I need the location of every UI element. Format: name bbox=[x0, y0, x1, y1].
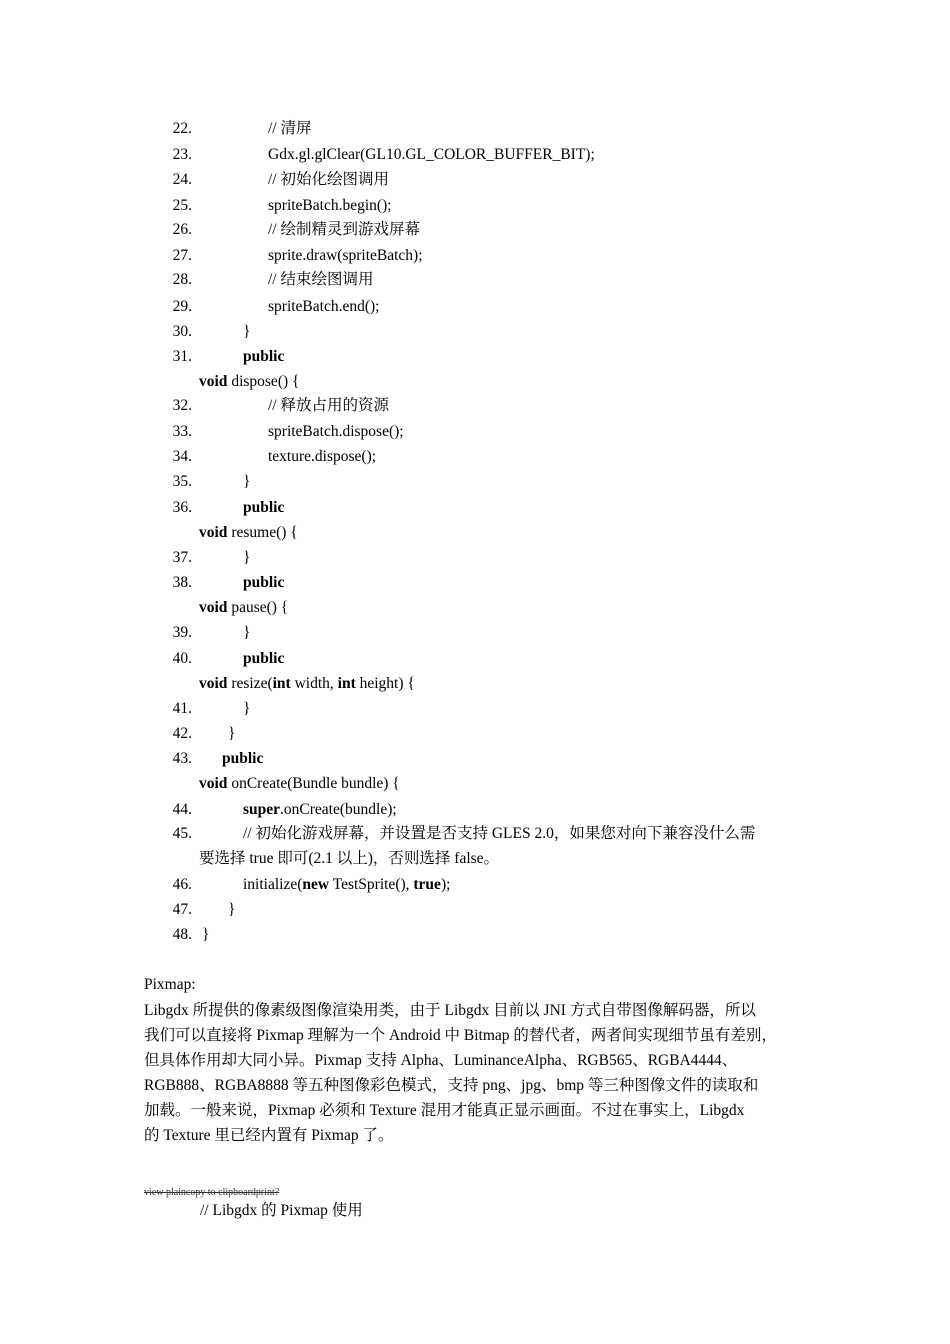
code-keyword bbox=[243, 649, 284, 669]
keyword-true: true bbox=[413, 876, 441, 893]
line-number: 26. bbox=[172, 221, 192, 238]
paragraph-line: 但具体作用却大同小异。Pixmap 支持 Alpha、LuminanceAlpha、RGB565、RGBA4444、 bbox=[144, 1052, 738, 1069]
paragraph-line: 我们可以直接将 Pixmap 理解为一个 Android 中 Bitmap 的替代者，两者间实现细节虽有差别， bbox=[144, 1027, 777, 1044]
keyword-super: super bbox=[243, 801, 281, 818]
line-number: 37. bbox=[172, 549, 192, 566]
code-line: sprite.draw(spriteBatch); bbox=[268, 247, 423, 264]
code-line bbox=[243, 800, 397, 820]
code-keyword bbox=[243, 347, 284, 367]
line-number: 31. bbox=[172, 348, 192, 365]
line-number: 42. bbox=[172, 725, 192, 742]
keyword-new: new bbox=[302, 876, 330, 893]
code-line bbox=[243, 875, 450, 895]
code-text: resume() { bbox=[227, 524, 298, 541]
code-toolbar-link[interactable]: view plaincopy to clipboardprint? bbox=[144, 1187, 280, 1198]
code-brace: } bbox=[228, 725, 236, 742]
code-brace: } bbox=[228, 901, 236, 918]
line-number: 22. bbox=[172, 120, 192, 137]
code-comment: 要选择 true 即可(2.1 以上)，否则选择 false。 bbox=[199, 850, 500, 867]
code-text: ); bbox=[440, 876, 451, 893]
section-heading: Pixmap: bbox=[144, 976, 196, 993]
line-number: 33. bbox=[172, 423, 192, 440]
keyword-void: void bbox=[199, 524, 228, 541]
code-brace: } bbox=[243, 323, 251, 340]
keyword-int: int bbox=[272, 675, 291, 692]
code-line: spriteBatch.begin(); bbox=[268, 197, 392, 214]
code-comment: // 清屏 bbox=[268, 120, 312, 137]
line-number: 39. bbox=[172, 624, 192, 641]
code-text: TestSprite(), bbox=[329, 876, 414, 893]
line-number: 41. bbox=[172, 700, 192, 717]
line-number: 24. bbox=[172, 171, 192, 188]
line-number: 28. bbox=[172, 271, 192, 288]
code-line: spriteBatch.dispose(); bbox=[268, 423, 404, 440]
code-text: width, bbox=[290, 675, 338, 692]
code-line bbox=[199, 774, 400, 794]
code-text: resize( bbox=[227, 675, 273, 692]
code-brace: } bbox=[243, 549, 251, 566]
code-text: initialize( bbox=[243, 876, 303, 893]
paragraph-line: Libgdx 所提供的像素级图像渲染用类，由于 Libgdx 目前以 JNI 方式自带图像解码器，所以 bbox=[144, 1002, 756, 1019]
line-number: 23. bbox=[172, 146, 192, 163]
code-brace: } bbox=[243, 473, 251, 490]
code-comment: // 结束绘图调用 bbox=[268, 271, 374, 288]
code-keyword bbox=[222, 749, 263, 769]
keyword-void: void bbox=[199, 373, 228, 390]
code-brace: } bbox=[243, 700, 251, 717]
code-comment: // 释放占用的资源 bbox=[268, 397, 389, 414]
code-line bbox=[199, 372, 299, 392]
line-number: 38. bbox=[172, 574, 192, 591]
code-text: onCreate(Bundle bundle) { bbox=[227, 775, 400, 792]
paragraph-line: 的 Texture 里已经内置有 Pixmap 了。 bbox=[144, 1127, 394, 1144]
code-text: height) { bbox=[355, 675, 415, 692]
code-line bbox=[199, 674, 415, 694]
line-number: 48. bbox=[172, 926, 192, 943]
line-number: 35. bbox=[172, 473, 192, 490]
paragraph-line: 加载。一般来说，Pixmap 必须和 Texture 混用才能真正显示画面。不过在事实上，Libgdx bbox=[144, 1102, 745, 1119]
line-number: 45. bbox=[172, 825, 192, 842]
code-comment: // 初始化绘图调用 bbox=[268, 171, 389, 188]
line-number: 36. bbox=[172, 499, 192, 516]
line-number: 27. bbox=[172, 247, 192, 264]
line-number: 29. bbox=[172, 298, 192, 315]
code-line: texture.dispose(); bbox=[268, 448, 377, 465]
code-text: dispose() { bbox=[227, 373, 300, 390]
pixmap-paragraph bbox=[144, 998, 810, 1148]
line-number: 34. bbox=[172, 448, 192, 465]
line-number: 40. bbox=[172, 650, 192, 667]
keyword-public: public bbox=[243, 574, 285, 591]
keyword-void: void bbox=[199, 775, 228, 792]
keyword-public: public bbox=[243, 348, 285, 365]
code-text: pause() { bbox=[227, 599, 289, 616]
code-line bbox=[199, 598, 288, 618]
paragraph-line: RGB888、RGBA8888 等五种图像彩色模式，支持 png、jpg、bmp 等三种图像文件的读取和 bbox=[144, 1077, 759, 1094]
line-number: 25. bbox=[172, 197, 192, 214]
code-keyword bbox=[243, 573, 284, 593]
line-number: 30. bbox=[172, 323, 192, 340]
keyword-public: public bbox=[243, 499, 285, 516]
keyword-void: void bbox=[199, 599, 228, 616]
code-brace: } bbox=[202, 926, 210, 943]
code-line bbox=[199, 523, 298, 543]
code-brace: } bbox=[243, 624, 251, 641]
code-comment: // 绘制精灵到游戏屏幕 bbox=[268, 221, 420, 238]
line-number: 32. bbox=[172, 397, 192, 414]
keyword-public: public bbox=[222, 750, 264, 767]
code-comment: // Libgdx 的 Pixmap 使用 bbox=[200, 1202, 363, 1219]
keyword-int: int bbox=[337, 675, 356, 692]
code-line: spriteBatch.end(); bbox=[268, 298, 380, 315]
line-number: 46. bbox=[172, 876, 192, 893]
keyword-void: void bbox=[199, 675, 228, 692]
code-keyword bbox=[243, 498, 284, 518]
line-number: 43. bbox=[172, 750, 192, 767]
code-line: Gdx.gl.glClear(GL10.GL_COLOR_BUFFER_BIT); bbox=[268, 146, 595, 163]
line-number: 44. bbox=[172, 801, 192, 818]
keyword-public: public bbox=[243, 650, 285, 667]
code-comment: // 初始化游戏屏幕，并设置是否支持 GLES 2.0，如果您对向下兼容没什么需 bbox=[243, 825, 756, 842]
line-number: 47. bbox=[172, 901, 192, 918]
code-text: .onCreate(bundle); bbox=[280, 801, 397, 818]
